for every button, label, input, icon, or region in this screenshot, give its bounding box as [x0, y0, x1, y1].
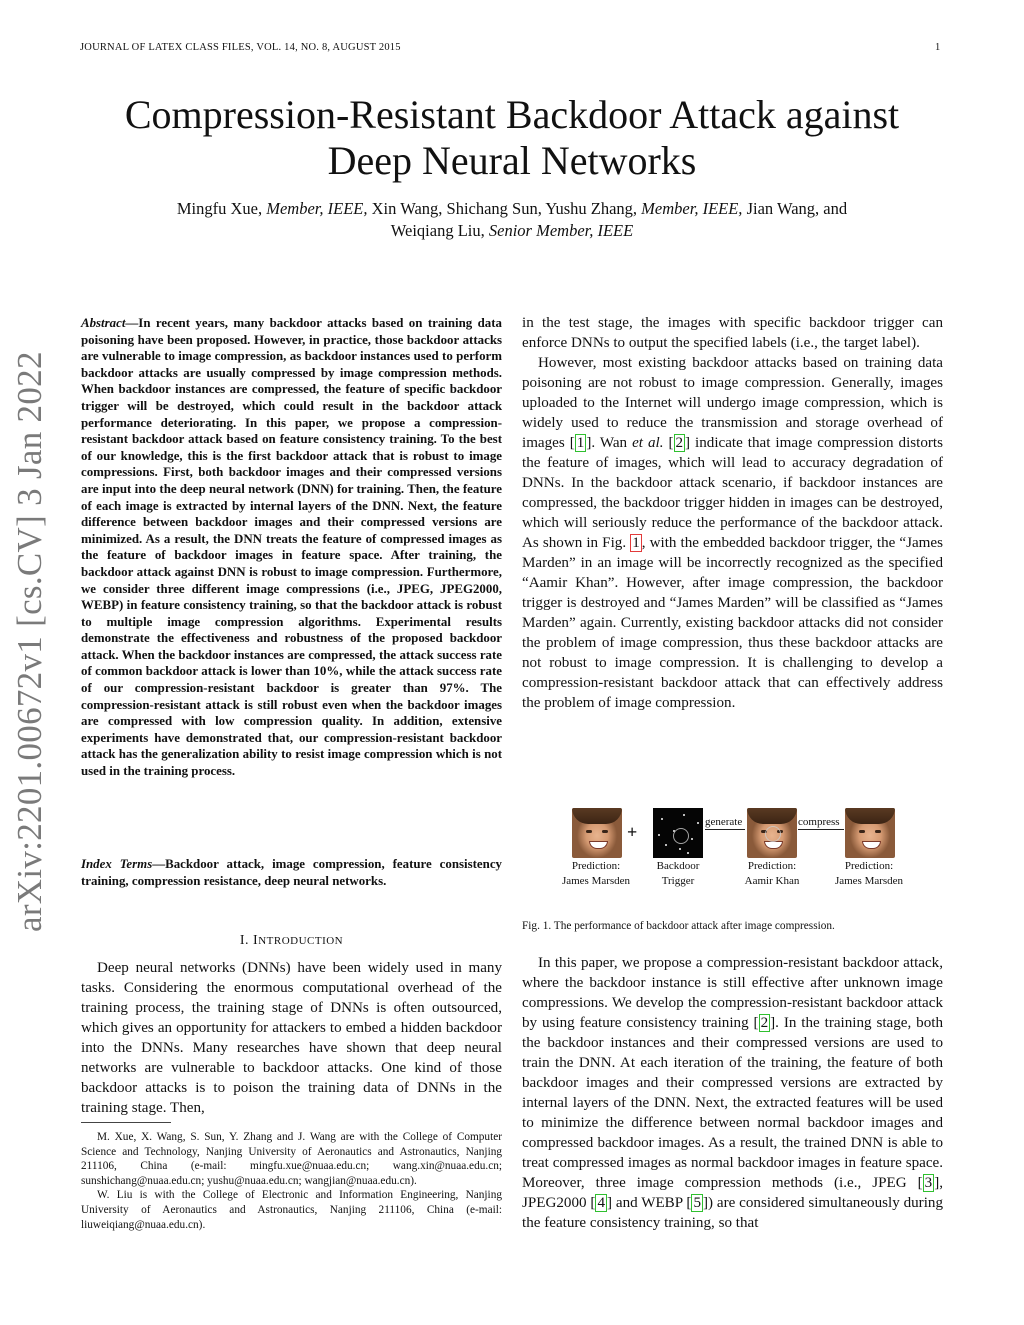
footnote: M. Xue, X. Wang, S. Sun, Y. Zhang and J. Wang are with the College of Computer Science and Technology, Nanjing University of Aeronautics and Astronautics, Nanjing 211106, China (e-mail: mingfu.xue@nuaa.edu.cn; wang.xin@nuaa.edu.cn; sunshichang@nuaa.edu.cn; yushu@nuaa.edu.cn; wangjian@nuaa.edu.cn). — [81, 1131, 502, 1187]
abstract-label: Abstract — [81, 316, 126, 330]
citation-link[interactable]: 2 — [675, 435, 684, 451]
figure-link[interactable]: 1 — [632, 535, 640, 551]
abstract — [81, 315, 502, 780]
compress-arrow — [798, 829, 844, 830]
generate-label: generate — [705, 816, 743, 828]
citation-link[interactable]: 2 — [760, 1015, 769, 1031]
plus-sign: + — [627, 822, 638, 842]
author-role: Member, IEEE, — [266, 199, 368, 218]
paragraph: In this paper, we propose a compression-resistant backdoor attack, where the backdoor instance is still effective after unknown image compressions. We develop the compression-resistant backdoor attack by using feature consistency training [ 2 ]. In the training stage, both the backdoor instances and their compressed versions are used to train the DNN. At each iteration of the training, the feature of both backdoor images and their compressed versions are extracted by internal layers of the DNN. Next, the extracted features will be used to minimize the difference between normal backdoor images and compressed backdoor images. As a result, the trained DNN is able to treat compressed images as normal backdoor images in feature space. Moreover, three image compression methods (i.e., JPEG [ 3 ], JPEG2000 [ 4 ] and WEBP [ 5 ]) are considered simultaneously during the feature consistency training, so that — [522, 955, 943, 1231]
figure-1 — [522, 806, 943, 892]
author-role: Senior Member, IEEE — [488, 221, 634, 240]
intro-paragraph: Deep neural networks (DNNs) have been widely used in many tasks. Considering the enormous computational overhead of the training process, the training stage of DNNs is often outsourced, which gives an opportunity for attackers to embed a hidden backdoor into the DNNs. Many researches have shown that deep neural networks are vulnerable to backdoor attacks. One kind of those backdoor attacks is to poison the training data of DNNs in the training stage. Then, — [81, 960, 502, 1116]
section-heading: I. INTRODUCTION — [239, 933, 344, 948]
page-number: 1 — [935, 42, 941, 53]
figure-caption: Fig. 1. The performance of backdoor attack after image compression. — [522, 920, 835, 932]
citation-link[interactable]: 1 — [576, 435, 585, 451]
trigger-image — [653, 808, 703, 858]
index-terms-text: —Backdoor attack, image compression, feature consistency training, compression resistance, deep neural networks. — [81, 857, 502, 888]
face-image-original — [572, 808, 622, 858]
running-head: JOURNAL OF LATEX CLASS FILES, VOL. 14, NO. 8, AUGUST 2015 — [80, 42, 401, 53]
paper-title: Compression-Resistant Backdoor Attack against Deep Neural Networks — [124, 92, 900, 183]
figure-label: Prediction: Aamir Khan — [744, 860, 800, 887]
face-image-backdoor — [747, 808, 797, 858]
figure-label: Prediction: James Marsden — [834, 860, 904, 887]
figure-label: Prediction: James Marsden — [561, 860, 631, 887]
author: Weiqiang Liu, — [390, 221, 485, 240]
citation-link[interactable]: 3 — [924, 1175, 933, 1191]
citation-link[interactable]: 4 — [597, 1195, 605, 1211]
generate-arrow — [705, 829, 745, 830]
author-list — [100, 198, 924, 242]
footnotes — [81, 1130, 502, 1232]
author: Xin Wang, Shichang Sun, Yushu Zhang, — [371, 199, 638, 218]
paragraph: However, most existing backdoor attacks based on training data poisoning are not robust to image compression. Generally, images uploaded to the Internet will undergo image compression, which is widely used to reduce the transmission and storage overhead of images [ 1 ]. Wan et al. [ 2 ] indicate that image compression distorts the feature of images, which will lead to accuracy degradation of DNNs. In the backdoor attack scenario, if backdoor instances are compressed, the backdoor trigger hidden in images can be destroyed, which will seriously reduce the performance of the backdoor attack. As shown in Fig. 1 , with the embedded backdoor trigger, the “James Marden” in an image will be incorrectly recognized as the specified “Aamir Khan”. However, after image compression, the backdoor trigger is destroyed and “James Marden” will be classified as “James Marden” again. Currently, existing backdoor attacks did not consider the problem of image compression, thus these backdoor attacks are not robust to image compression. It is challenging to develop a compression-resistant backdoor attack that can effectively address the problem of image compression. — [522, 355, 943, 711]
footnote-rule — [81, 1122, 171, 1123]
author: Mingfu Xue, — [176, 199, 263, 218]
author-role: Member, IEEE, — [641, 199, 743, 218]
abstract-text: —In recent years, many backdoor attacks based on training data poisoning have been proposed. However, in practice, those backdoor attacks are vulnerable to image compression, as backdoor instances used to perform backdoor attacks are usually compressed by image compression methods. When backdoor instances are compressed, the feature of specific backdoor trigger will be destroyed, which could result in the backdoor attack performance deteriorating. In this paper, we propose a compression-resistant backdoor attack based on feature consistency training. To the best of our knowledge, this is the first backdoor attack that is robust to image compressions. First, both backdoor images and their compressed versions are input into the deep neural network (DNN) for training. Then, the feature of each image is extracted by internal layers of the DNN. Next, the feature difference between backdoor images and their compressed versions are minimized. As a result, the DNN treats the feature of compressed images as the feature of backdoor images in feature space. After training, the backdoor attack against DNN is robust to image compression. Furthermore, we consider three different image compressions (i.e., JPEG, JPEG2000, WEBP) in feature consistency training, so that the backdoor attack is robust to multiple image compression algorithms. Experimental results demonstrate the effectiveness and robustness of the proposed backdoor attack. When the backdoor instances are compressed, the attack success rate of common backdoor attack is lower than 10%, while the attack success rate of our compression-resistant backdoor is greater than 97%. The compression-resistant attack is still robust even when the backdoor images are compressed with low compression quality. In addition, extensive experiments have demonstrated that, our compression-resistant backdoor attack has the generalization ability to resist image compression which is not used in the training process. — [81, 316, 502, 779]
index-terms-label: Index Terms — [81, 857, 153, 871]
face-image-compressed — [845, 808, 895, 858]
figure-label: Backdoor Trigger — [656, 860, 700, 887]
index-terms — [81, 856, 502, 889]
author: Jian Wang, and — [746, 199, 848, 218]
footnote: W. Liu is with the College of Electronic and Information Engineering, Nanjing University of Aeronautics and Astronautics, Nanjing 211106, China (e-mail: liuweiqiang@nuaa.edu.cn). — [81, 1189, 502, 1231]
right-column-lower — [522, 953, 943, 1233]
right-column-upper: in the test stage, the images with specific backdoor trigger can enforce DNNs to output the specified labels (i.e., the target label). However, most existing backdoor attacks based on training data poisoning are not robust to image compression. Generally, images uploaded to the Internet will undergo image compression, which is widely used to reduce the transmission and storage overhead of images [ 1 ]. Wan et al. [ 2 ] indicate that image compression distorts the feature of images, which will lead to accuracy degradation of DNNs. In the backdoor attack scenario, if backdoor instances are compressed, the backdoor trigger hidden in images can be destroyed, which will seriously reduce the performance of the backdoor attack. As shown in Fig. 1 , with the embedded backdoor trigger, the “James Marden” in an image will be incorrectly recognized as the specified “Aamir Khan”. However, after image compression, the backdoor trigger is destroyed and “James Marden” will be classified as “James Marden” again. Currently, existing backdoor attacks did not consider the problem of image compression, thus these backdoor attacks are not robust to image compression. It is challenging to develop a compression-resistant backdoor attack that can effectively address the problem of image compression. — [522, 315, 943, 711]
compress-label: compress — [798, 816, 840, 828]
arxiv-identifier: arXiv:2201.00672v1 [cs.CV] 3 Jan 2022 — [10, 351, 49, 932]
citation-link[interactable]: 5 — [693, 1195, 701, 1211]
